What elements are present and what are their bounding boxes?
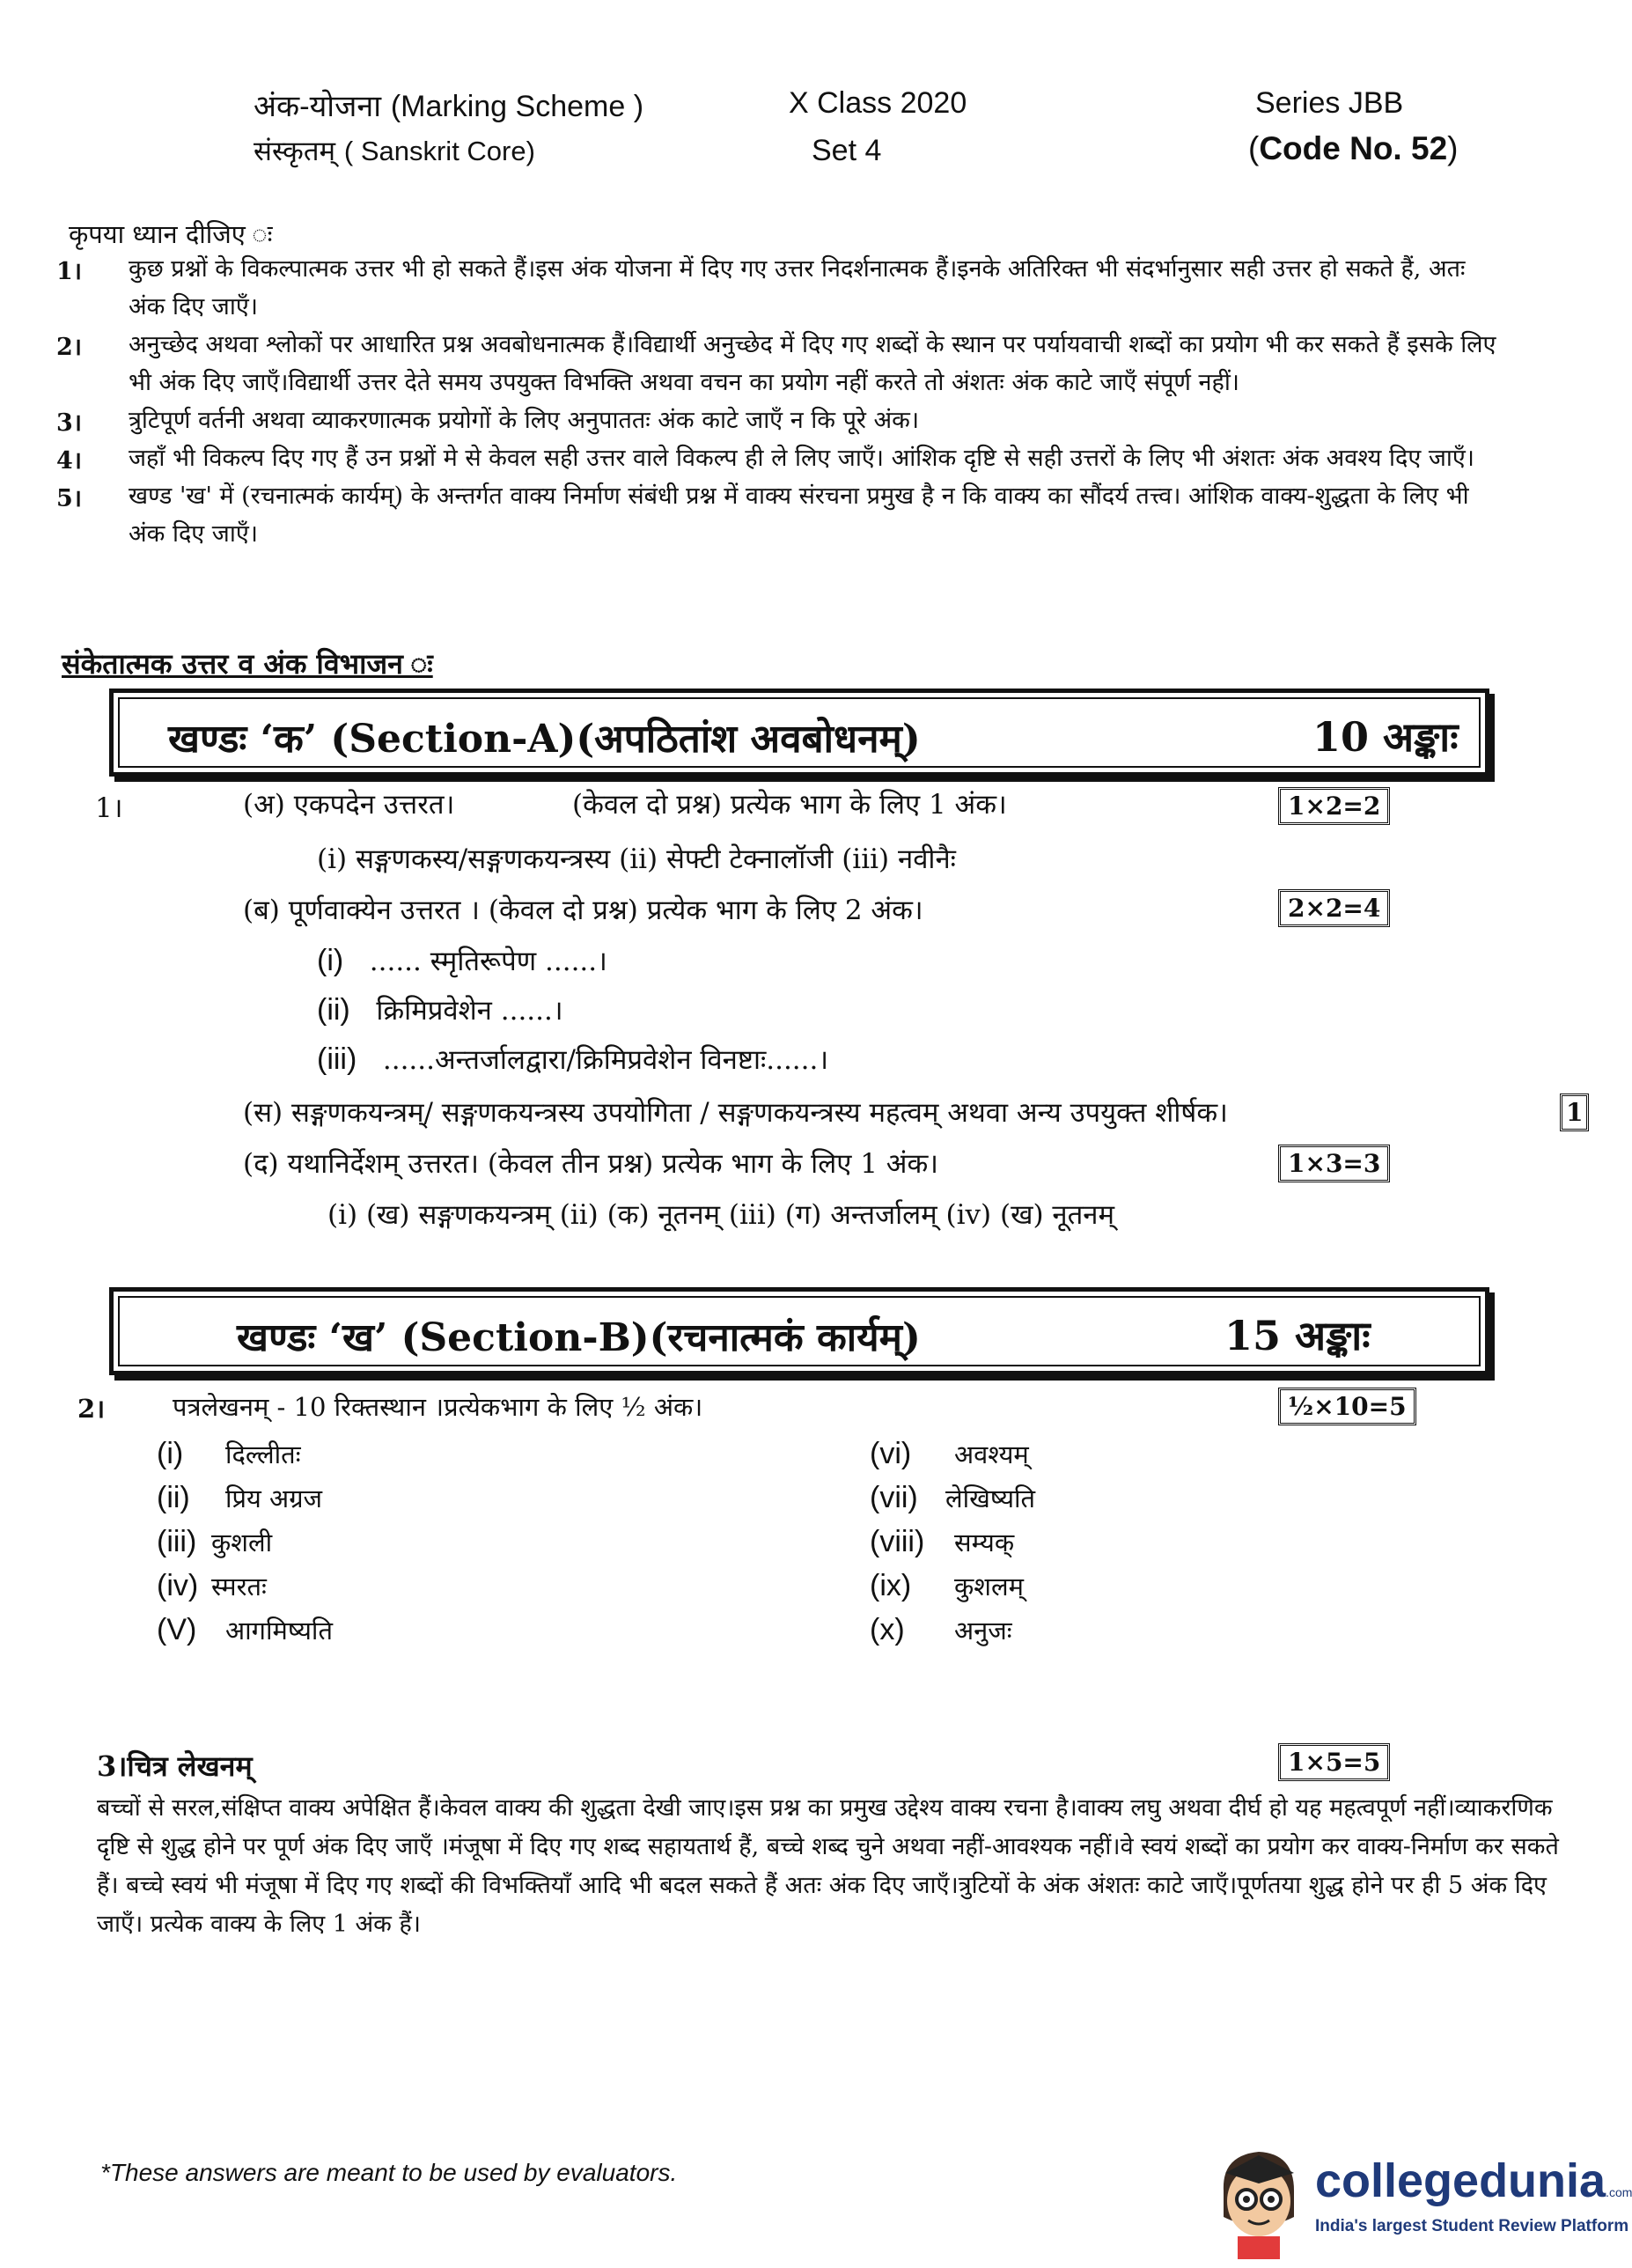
title-hindi: अंक-योजना [254, 89, 382, 124]
notice-number: 2। [56, 334, 83, 361]
q1d-label: (द) यथानिर्देशम् उत्तरत। (केवल तीन प्रश्न) प्रत्येक भाग के लिए 1 अंक। [243, 1148, 939, 1180]
item-text: अवश्यम् [954, 1440, 1029, 1469]
q1d-marks-box: 1×3=3 [1278, 1145, 1390, 1182]
title-english: (Marking Scheme ) [390, 90, 644, 123]
answer-text: ......अन्तर्जालद्वारा/क्रिमिप्रवेशेन विनष्टाः......। [382, 1044, 829, 1076]
item-number: (x) [870, 1613, 905, 1646]
q2-label: पत्रलेखनम् - 10 रिक्तस्थान ।प्रत्येकभाग के लिए ½ अंक। [173, 1392, 703, 1422]
code-label: (Code No. 52) [1248, 130, 1459, 166]
subject-label [254, 132, 535, 169]
section-b-header [109, 1287, 1489, 1375]
notice-text: त्रुटिपूर्ण वर्तनी अथवा व्याकरणात्मक प्रयोगों के लिए अनुपाततः अंक काटे जाएँ न कि पूरे अंक। [129, 407, 920, 434]
q2-number: 2। [77, 1394, 106, 1424]
answer-text: ...... स्मृतिरूपेण ......। [369, 946, 607, 977]
q3-marks-box: 1×5=5 [1278, 1743, 1390, 1781]
item-text: दिल्लीतः [225, 1440, 301, 1469]
q1a-answers: (i) सङ्गणकस्य/सङ्गणकयन्त्रस्य (ii) सेफ्टी टेक्नालॉजी (iii) नवीनैः [317, 843, 956, 875]
list-item [157, 1613, 333, 1657]
item-text: कुशलम् [954, 1572, 1024, 1602]
q1a-note: (केवल दो प्रश्न) प्रत्येक भाग के लिए 1 अंक। [572, 789, 1007, 821]
brand-logo [1206, 2138, 1632, 2261]
subject-english: ( Sanskrit Core) [343, 136, 535, 166]
q1b-answer [317, 991, 563, 1028]
item-text: स्मरतः [211, 1572, 267, 1602]
list-item [870, 1525, 1035, 1569]
item-number: (ix) [870, 1569, 912, 1602]
q3-label: 3।चित्र लेखनम् [97, 1749, 253, 1783]
answers-heading: संकेतात्मक उत्तर व अंक विभाजन ः [62, 647, 433, 681]
list-item [157, 1437, 333, 1481]
q1-number: 1। [95, 792, 123, 824]
notice-text: कुछ प्रश्नों के विकल्पात्मक उत्तर भी हो सकते हैं।इस अंक योजना में दिए गए उत्तर निदर्शनात्मक हैं।इनके अतिरिक्त भी संदर्भानुसार सही उत्तर हो सकते हैं, अतः अंक दिए जाएँ। [129, 255, 1466, 320]
item-number: (i) [157, 1437, 184, 1470]
q3-instructions: बच्चों से सरल,संक्षिप्त वाक्य अपेक्षित हैं।केवल वाक्य की शुद्धता देखी जाए।इस प्रश्न का प्रमुख उद्देश्य वाक्य रचना है।वाक्य लघु अथवा दीर्घ हो यह महत्वपूर्ण नहीं।व्याकरणिक दृष्टि से शुद्ध होने पर पूर्ण अंक दिए जाएँ ।मंजूषा में दिए गए शब्द सहायतार्थ हैं, बच्चे शब्द चुने अथवा नहीं-आवश्यक नहीं।वे स्वयं शब्दों का प्रयोग कर वाक्य-निर्माण कर सकते हैं। बच्चे स्वयं भी मंजूषा में दिए गए शब्दों की विभक्तियाँ आदि भी बदल सकते हैं अतः अंक दिए जाएँ।त्रुटियों के अंक अंशतः काटे जाएँ।पूर्णतया शुद्ध होने पर ही 5 अंक दिए जाएँ। प्रत्येक वाक्य के लिए 1 अंक हैं। [97, 1794, 1559, 1938]
list-item [870, 1481, 1035, 1525]
q1a-label: (अ) एकपदेन उत्तरत। [243, 789, 455, 821]
item-number: (viii) [870, 1525, 925, 1558]
notice-list [56, 250, 1509, 553]
mascot-icon [1206, 2138, 1312, 2261]
q1b-answer [317, 1041, 828, 1078]
answer-number: (iii) [317, 1042, 357, 1076]
answer-number: (ii) [317, 993, 350, 1027]
notice-number: 5। [56, 485, 83, 512]
item-number: (vii) [870, 1481, 918, 1514]
item-number: (ii) [157, 1481, 190, 1514]
notice-heading: कृपया ध्यान दीजिए ः [69, 219, 273, 249]
notice-text: जहाँ भी विकल्प दिए गए हैं उन प्रश्नों मे से केवल सही उत्तर वाले विकल्प ही ले लिए जाएँ। आंशिक दृष्टि से सही उत्तरों के लिए भी अंशतः अंक अवश्य दिए जाएँ। [129, 445, 1475, 472]
q1b-label: (ब) पूर्णवाक्येन उत्तरत । (केवल दो प्रश्न) प्रत्येक भाग के लिए 2 अंक। [243, 895, 923, 926]
notice-item [56, 401, 1509, 439]
set-label: Set 4 [812, 134, 882, 167]
brand-text: collegedunia [1315, 2154, 1606, 2207]
item-number: (V) [157, 1613, 197, 1646]
notice-text: अनुच्छेद अथवा श्लोकों पर आधारित प्रश्न अवबोधनात्मक हैं।विद्यार्थी अनुच्छेद में दिए गए शब्दों के स्थान पर पर्यायवाची शब्दों का प्रयोग भी कर सकते हैं इसके लिए भी अंक दिए जाएँ।विद्यार्थी उत्तर देते समय उपयुक्त विभक्ति अथवा वचन का प्रयोग नहीं करते तो अंशतः अंक काटे जाएँ संपूर्ण नहीं। [129, 331, 1496, 396]
brand-suffix: .com [1606, 2185, 1632, 2199]
item-text: सम्यक् [954, 1528, 1015, 1557]
list-item [157, 1481, 333, 1525]
notice-text: खण्ड 'ख' में (रचनात्मकं कार्यम्) के अन्तर्गत वाक्य निर्माण संबंधी प्रश्न में वाक्य संरचना प्रमुख है न कि वाक्य का सौंदर्य तत्त्व। आंशिक वाक्य-शुद्धता के लिए भी अंक दिए जाएँ। [129, 482, 1469, 548]
notice-item [56, 439, 1509, 477]
subject-hindi: संस्कृतम् [254, 136, 336, 167]
answer-number: (i) [317, 944, 344, 977]
code-number: Code No. 52 [1259, 130, 1448, 166]
q2-marks-box: ½×10=5 [1278, 1388, 1416, 1425]
series-label: Series JBB [1255, 86, 1404, 120]
section-a-title: खण्डः ‘क’ (Section-A)(अपठितांश अवबोधनम्) [168, 717, 921, 762]
q1c-text: (स) सङ्गणकयन्त्रम्/ सङ्गणकयन्त्रस्य उपयोगिता / सङ्गणकयन्त्रस्य महत्वम् अथवा अन्य उपयुक्त शीर्षक। [243, 1097, 1228, 1129]
brand-name [1315, 2154, 1632, 2208]
section-b-title: खण्डः ‘ख’ (Section-B)(रचनात्मकं कार्यम्) [237, 1315, 921, 1360]
q1b-answer [317, 942, 607, 979]
list-item [157, 1569, 333, 1613]
item-number: (iv) [157, 1569, 199, 1602]
notice-number: 4। [56, 447, 83, 475]
class-label: X Class 2020 [789, 86, 967, 120]
item-text: कुशली [211, 1528, 273, 1557]
section-b-marks: 15 अङ्काः [1224, 1312, 1371, 1359]
brand-tagline: India's largest Student Review Platform [1315, 2217, 1629, 2235]
notice-number: 1। [56, 258, 83, 285]
q1b-marks-box: 2×2=4 [1278, 889, 1390, 927]
header-title [254, 85, 643, 125]
q1c-marks-box: 1 [1560, 1094, 1589, 1131]
notice-number: 3। [56, 409, 83, 437]
q1a-marks-box: 1×2=2 [1278, 787, 1390, 825]
q2-right-list [870, 1437, 1035, 1657]
section-a-marks: 10 अङ्काः [1312, 713, 1459, 761]
list-item [870, 1437, 1035, 1481]
item-number: (iii) [157, 1525, 197, 1558]
answer-text: क्रिमिप्रवेशेन ......। [376, 995, 563, 1027]
list-item [157, 1525, 333, 1569]
item-text: अनुजः [954, 1616, 1012, 1646]
item-text: आगमिष्यति [225, 1616, 333, 1646]
notice-item [56, 477, 1509, 553]
list-item [870, 1613, 1035, 1657]
q2-left-list [157, 1437, 333, 1657]
notice-item [56, 250, 1509, 326]
footer-note: *These answers are meant to be used by evaluators. [100, 2159, 678, 2186]
list-item [870, 1569, 1035, 1613]
section-a-header [109, 688, 1489, 777]
q1d-answers: (i) (ख) सङ्गणकयन्त्रम् (ii) (क) नूतनम् (iii) (ग) अन्तर्जालम् (iv) (ख) नूतनम् [327, 1199, 1115, 1231]
item-text: प्रिय अग्रज [225, 1484, 323, 1513]
item-number: (vi) [870, 1437, 912, 1470]
item-text: लेखिष्यति [945, 1484, 1036, 1513]
notice-item [56, 326, 1509, 401]
